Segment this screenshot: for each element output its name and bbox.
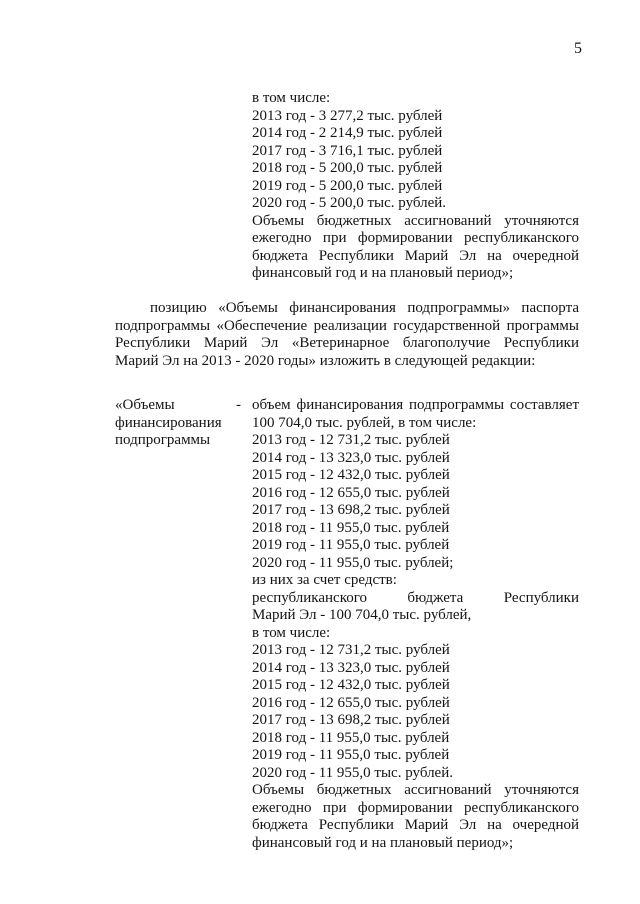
- funding-year-line: 2016 год - 12 655,0 тыс. рублей: [252, 694, 450, 711]
- top-year-line: 2013 год - 3 277,2 тыс. рублей: [252, 107, 443, 124]
- funding-year-line: 2020 год - 11 955,0 тыс. рублей.: [252, 764, 453, 781]
- funding-source-line: Марий Эл - 100 704,0 тыс. рублей,: [252, 607, 472, 623]
- amendment-paragraph: [115, 300, 579, 370]
- top-closing-line: Объемы бюджетных ассигнований уточняются: [252, 212, 579, 229]
- top-year-line: 2019 год - 5 200,0 тыс. рублей: [252, 177, 443, 194]
- funding-year-line: 2018 год - 11 955,0 тыс. рублей: [252, 519, 450, 536]
- top-closing-line: бюджета Республики Марий Эл на очередной: [252, 247, 579, 264]
- funding-source-line: в том числе:: [252, 624, 331, 641]
- funding-year-line: 2016 год - 12 655,0 тыс. рублей: [252, 484, 450, 501]
- top-closing-line: ежегодно при формировании республиканского: [252, 230, 579, 246]
- top-closing-line: финансовый год и на плановый период»;: [252, 265, 514, 281]
- funding-source-line: из них за счет средств:: [252, 572, 397, 588]
- funding-year-line: 2014 год - 13 323,0 тыс. рублей: [252, 659, 450, 676]
- label-line: «Объемы: [115, 397, 175, 413]
- funding-year-line: 2017 год - 13 698,2 тыс. рублей: [252, 712, 450, 728]
- top-year-line: 2014 год - 2 214,9 тыс. рублей: [252, 125, 443, 141]
- funding-year-line: 2019 год - 11 955,0 тыс. рублей: [252, 537, 450, 553]
- label-dash: -: [236, 397, 241, 413]
- paragraph-line: подпрограммы «Обеспечение реализации государственной программы: [115, 317, 579, 334]
- funding-year-line: 2018 год - 11 955,0 тыс. рублей: [252, 729, 450, 746]
- page-number: 5: [574, 40, 582, 57]
- funding-year-line: 2013 год - 12 731,2 тыс. рублей: [252, 642, 450, 658]
- bottom-closing-line: Объемы бюджетных ассигнований уточняются: [252, 782, 579, 798]
- funding-label: [115, 397, 235, 450]
- paragraph-line: Республики Марий Эл «Ветеринарное благополучие Республики: [115, 335, 579, 351]
- bottom-closing-line: ежегодно при формировании республиканского: [252, 799, 579, 816]
- paragraph-line: Марий Эл на 2013 - 2020 годы» изложить в следующей редакции:: [115, 352, 536, 369]
- funding-source-line: республиканского бюджета Республики: [252, 589, 579, 606]
- funding-year-line: 2019 год - 11 955,0 тыс. рублей: [252, 747, 450, 763]
- funding-year-line: 2017 год - 13 698,2 тыс. рублей: [252, 502, 450, 518]
- paragraph-line: позицию «Объемы финансирования подпрограммы» паспорта: [150, 300, 579, 316]
- top-intro-line: в том числе:: [252, 90, 331, 106]
- funding-year-line: 2013 год - 12 731,2 тыс. рублей: [252, 432, 450, 448]
- funding-year-line: 2014 год - 13 323,0 тыс. рублей: [252, 449, 450, 466]
- funding-line: объем финансирования подпрограммы составляет: [252, 397, 579, 413]
- label-line: финансирования: [115, 414, 222, 431]
- funding-line: 100 704,0 тыс. рублей, в том числе:: [252, 414, 477, 431]
- funding-year-line: 2015 год - 12 432,0 тыс. рублей: [252, 467, 450, 483]
- funding-year-line: 2020 год - 11 955,0 тыс. рублей;: [252, 554, 454, 571]
- top-year-line: 2018 год - 5 200,0 тыс. рублей: [252, 160, 443, 176]
- funding-details-block: [252, 397, 579, 852]
- top-year-line: 2017 год - 3 716,1 тыс. рублей: [252, 142, 443, 159]
- funding-year-line: 2015 год - 12 432,0 тыс. рублей: [252, 677, 450, 693]
- top-amounts-block: [252, 90, 579, 283]
- bottom-closing-line: финансовый год и на плановый период»;: [252, 834, 514, 851]
- bottom-closing-line: бюджета Республики Марий Эл на очередной: [252, 817, 579, 833]
- top-year-line: 2020 год - 5 200,0 тыс. рублей.: [252, 195, 447, 211]
- label-line: подпрограммы: [115, 432, 211, 448]
